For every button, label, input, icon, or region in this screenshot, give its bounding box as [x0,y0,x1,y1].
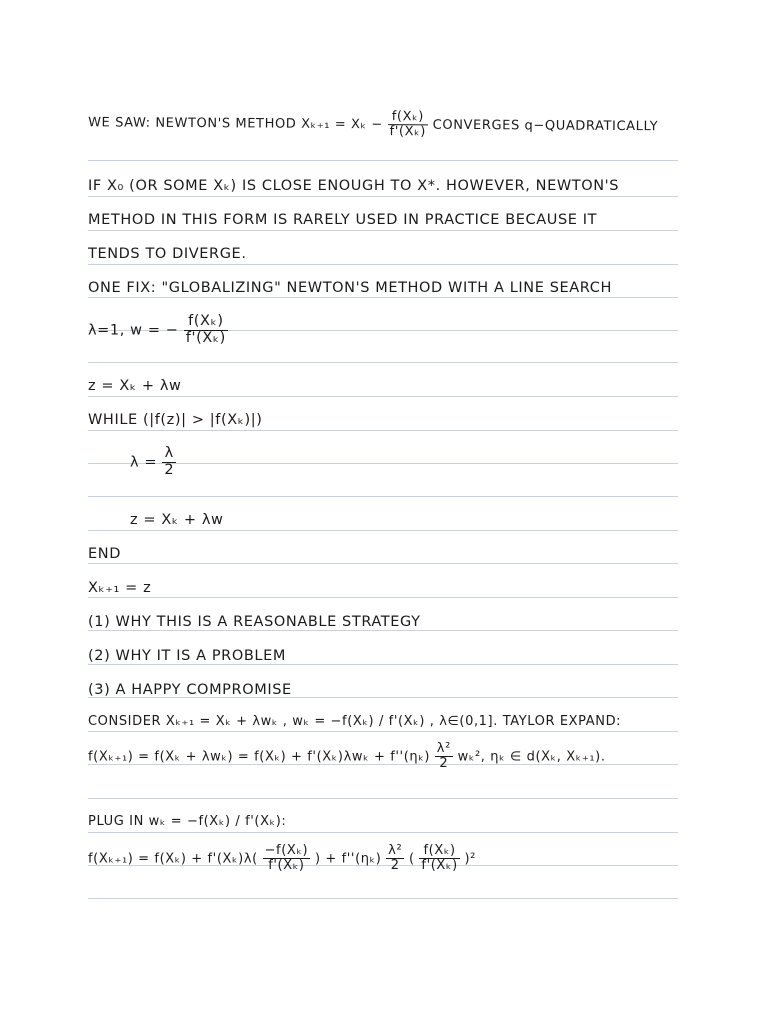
subst-part-c: ( [409,851,415,867]
neg-newton-step-fraction [263,844,311,874]
line1-prefix: WE SAW: NEWTON'S METHOD Xₖ₊₁ = Xₖ − [88,115,383,133]
init-w-fraction [184,314,228,347]
ruled-line [88,463,678,464]
note-line-init-lambda [88,314,228,347]
note-line-point-3: (3) A HAPPY COMPROMISE [88,682,292,698]
ruled-line [88,630,678,631]
fraction-denominator: 2 [390,858,400,874]
note-line-point-2: (2) WHY IT IS A PROBLEM [88,648,286,664]
taylor-part-a: f(Xₖ₊₁) = f(Xₖ + λwₖ) = f(Xₖ) + f'(Xₖ)λwₖ + f''(ηₖ) [88,749,431,765]
ruled-line [88,563,678,564]
note-line-z-update: z = Xₖ + λw [130,512,224,528]
note-line-end: END [88,546,121,562]
fraction-numerator: −f(Xₖ) [264,843,309,858]
fraction-denominator: f'(Xₖ) [268,858,305,874]
ruled-line [88,731,678,732]
note-line-rarely-used: METHOD IN THIS FORM IS RARELY USED IN PRACTICE BECAUSE IT [88,212,598,228]
init-lambda-prefix: λ=1, w = − [88,322,179,339]
note-line-point-1: (1) WHY THIS IS A REASONABLE STRATEGY [88,614,421,630]
fraction-denominator: f'(Xₖ) [185,329,226,346]
ruled-line [88,160,678,161]
newton-step-fraction [388,110,429,140]
taylor-part-b: wₖ², ηₖ ∈ d(Xₖ, Xₖ₊₁). [457,749,606,765]
ruled-line [88,362,678,363]
lambda-squared-half-fraction [386,844,404,874]
ruled-line [88,832,678,833]
fraction-denominator: f'(Xₖ) [389,124,426,140]
ruled-line [88,196,678,197]
note-line-plug-in: PLUG IN wₖ = −f(Xₖ) / f'(Xₖ): [88,814,287,829]
ruled-line [88,297,678,298]
ruled-line [88,430,678,431]
newton-step-fraction [419,844,459,874]
note-line-substituted-equation [88,844,476,874]
fraction-numerator: λ² [436,741,451,756]
subst-part-a: f(Xₖ₊₁) = f(Xₖ) + f'(Xₖ)λ( [88,851,258,867]
ruled-line [88,230,678,231]
ruled-line [88,664,678,665]
fraction-numerator: f(Xₖ) [388,110,428,126]
note-line-one-fix: ONE FIX: "GLOBALIZING" NEWTON'S METHOD WITH A LINE SEARCH [88,280,612,296]
note-line-taylor-expansion [88,742,606,772]
ruled-line [88,798,678,799]
ruled-line [88,396,678,397]
line1-suffix: CONVERGES q−QUADRATICALLY [432,117,659,135]
ruled-line [88,496,678,497]
subst-part-b: ) + f''(ηₖ) [314,851,382,867]
note-line-consider: CONSIDER Xₖ₊₁ = Xₖ + λwₖ , wₖ = −f(Xₖ) / f'(Xₖ) , λ∈(0,1]. TAYLOR EXPAND: [88,714,622,729]
note-line-halve-lambda [130,446,176,479]
fraction-numerator: λ² [388,843,403,858]
fraction-denominator: 2 [164,461,175,478]
note-line-close-enough: IF X₀ (OR SOME Xₖ) IS CLOSE ENOUGH TO X*. HOWEVER, NEWTON'S [88,178,620,194]
note-line-z-assign: z = Xₖ + λw [88,378,182,394]
halve-lambda-fraction [162,446,176,479]
fraction-numerator: f(Xₖ) [419,844,459,859]
note-line-tends-to-diverge: TENDS TO DIVERGE. [88,246,247,262]
ruled-line [88,264,678,265]
fraction-numerator: f(Xₖ) [184,314,228,331]
fraction-numerator: λ [162,446,176,463]
note-line-x-next: Xₖ₊₁ = z [88,580,152,596]
subst-part-d: )² [464,851,476,867]
halve-lambda-prefix: λ = [130,454,158,471]
note-line-newton-method [88,108,658,142]
ruled-line [88,530,678,531]
fraction-denominator: f'(Xₖ) [421,858,458,874]
ruled-line [88,898,678,899]
fraction-denominator: 2 [439,756,449,772]
ruled-line [88,597,678,598]
note-line-while: WHILE (|f(z)| > |f(Xₖ)|) [88,412,263,428]
lambda-squared-half-fraction [435,742,453,772]
